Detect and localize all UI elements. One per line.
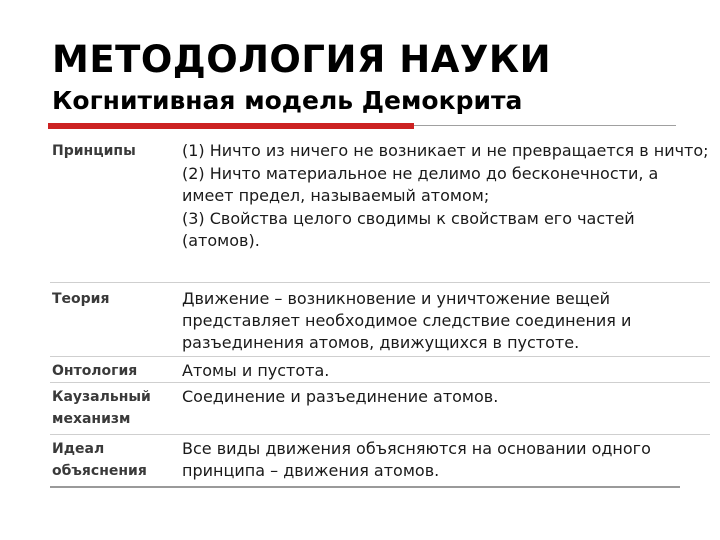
- table-bottom-rule: [50, 486, 680, 488]
- row-content: [182, 288, 710, 355]
- row-content: [182, 438, 710, 483]
- ideal-text: Все виды движения объясняются на основании одного принципа – движения атомов.: [182, 439, 651, 480]
- principle-3: (3) Свойства целого сводимы к свойствам его частей (атомов).: [182, 209, 635, 250]
- principle-1: (1) Ничто из ничего не возникает и не превращается в ничто;: [182, 141, 709, 160]
- row-label: Каузальный механизм: [52, 389, 151, 427]
- row-divider: [50, 382, 710, 383]
- row-content: [182, 140, 710, 253]
- row-content: [182, 360, 710, 383]
- row-divider: [50, 356, 710, 357]
- slide-subtitle: Когнитивная модель Демокрита: [52, 86, 523, 115]
- ontology-text: Атомы и пустота.: [182, 361, 330, 380]
- row-label: Принципы: [52, 143, 136, 159]
- causal-text: Соединение и разъединение атомов.: [182, 387, 499, 406]
- header-accent-bar: [48, 123, 414, 129]
- theory-text: Движение – возникновение и уничтожение вещей представляет необходимое следствие соединения и разъединения атомов, движущихся в пустоте.: [182, 289, 632, 352]
- row-content: [182, 386, 710, 409]
- row-divider: [50, 282, 710, 283]
- row-divider: [50, 434, 710, 435]
- slide-title: МЕТОДОЛОГИЯ НАУКИ: [52, 38, 552, 81]
- principle-2: (2) Ничто материальное не делимо до бесконечности, а имеет предел, называемый атомом;: [182, 164, 659, 205]
- row-label: Идеал объяснения: [52, 441, 147, 479]
- row-label: Онтология: [52, 363, 138, 379]
- row-label: Теория: [52, 291, 110, 307]
